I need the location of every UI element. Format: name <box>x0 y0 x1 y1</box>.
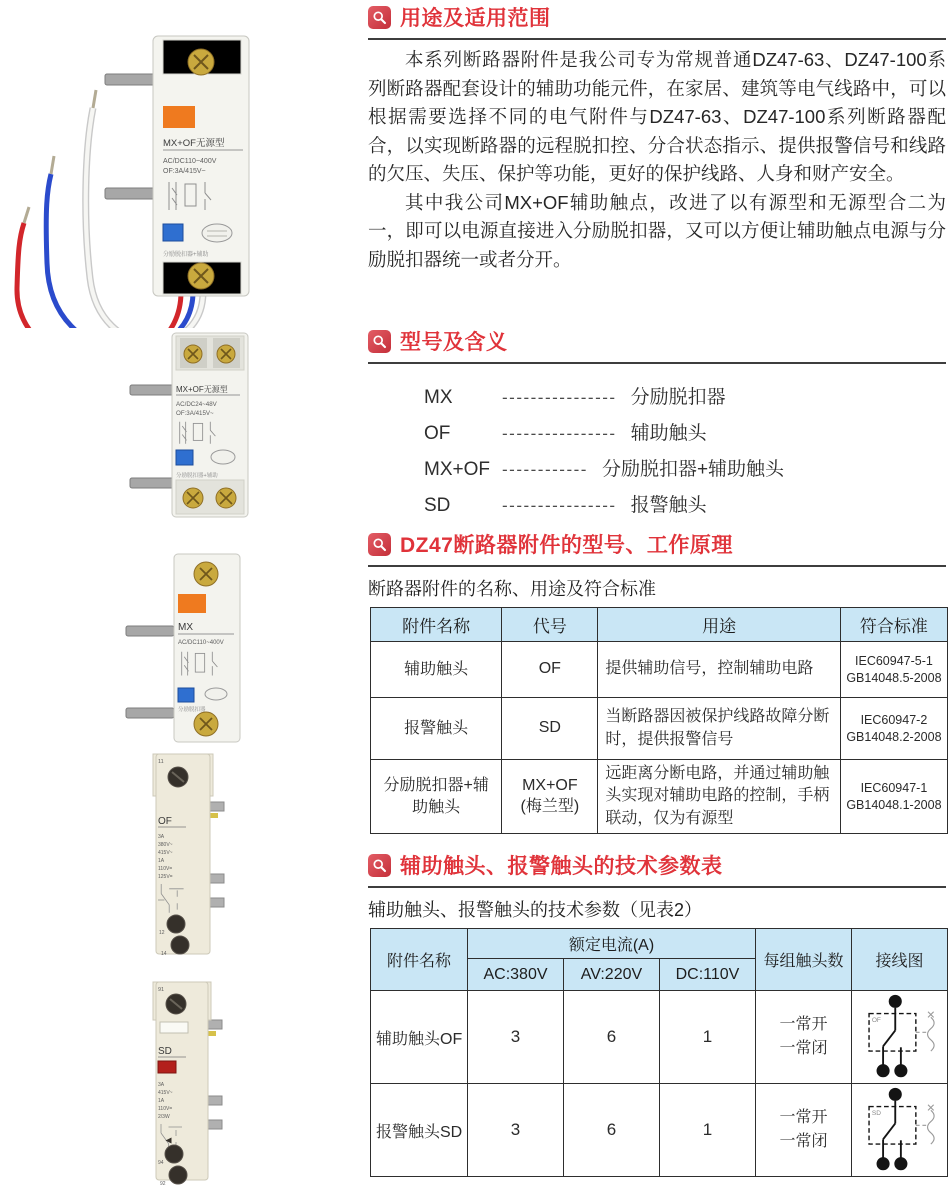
section-models-header <box>368 326 946 364</box>
svg-text:380V~: 380V~ <box>158 842 173 848</box>
svg-text:OF: OF <box>872 1017 882 1025</box>
brand-badge <box>205 688 227 700</box>
cell-wiring-diagram <box>851 991 947 1084</box>
screw-black <box>167 915 185 933</box>
product-photo-of <box>100 748 270 960</box>
model-item: OF ---------------- 辅助触头 <box>424 423 707 444</box>
svg-text:14: 14 <box>161 951 167 957</box>
table-row <box>371 642 948 698</box>
mounting-pin <box>130 478 174 488</box>
product-label: MX+OF无源型 <box>163 138 225 149</box>
svg-text:AC/DC24~48V: AC/DC24~48V <box>176 401 217 408</box>
svg-text:11: 11 <box>158 759 164 765</box>
mounting-pin <box>126 708 174 718</box>
col-header-code: 代号 <box>502 608 598 642</box>
cell-ac: 3 <box>468 991 564 1084</box>
svg-text:12: 12 <box>159 930 165 936</box>
brand-badge <box>202 224 232 242</box>
magnifier-icon <box>368 6 391 29</box>
screw-black <box>165 1145 183 1163</box>
product-photo-mx-of-with-wires <box>5 28 350 328</box>
product-label: SD <box>158 1046 172 1057</box>
paragraph-2: 其中我公司MX+OF辅助触点，改进了以有源型和无源型合二为一，即可以电源直接进入分励脱扣器，又可以方便让辅助触点电源与分励脱扣器统一或者分开。 <box>368 191 946 270</box>
cell-name: 辅助触头OF <box>371 991 468 1084</box>
product-photo-mx <box>110 550 315 746</box>
svg-text:92: 92 <box>160 1181 166 1186</box>
svg-text:1A: 1A <box>158 1098 165 1104</box>
orange-sticker <box>163 106 195 128</box>
cell-dc: 1 <box>659 991 755 1084</box>
svg-text:3A: 3A <box>158 834 165 840</box>
mounting-pin <box>130 385 174 395</box>
mounting-pin <box>126 626 174 636</box>
svg-text:415V~: 415V~ <box>158 1090 173 1096</box>
brand-badge <box>211 450 235 464</box>
wiring-diagram-sd <box>855 1086 943 1174</box>
table1-caption: 断路器附件的名称、用途及符合标准 <box>368 579 656 599</box>
cell-av: 6 <box>563 991 659 1084</box>
cell-dc: 1 <box>659 1084 755 1177</box>
svg-text:91: 91 <box>158 987 165 993</box>
magnifier-icon <box>368 533 391 556</box>
svg-text:1A: 1A <box>158 858 165 864</box>
cell-use: 提供辅助信号，控制辅助电路 <box>598 642 841 698</box>
wiring-diagram-of <box>855 993 943 1081</box>
cell-contacts: 一常开 一常闭 <box>755 1084 851 1177</box>
table-row <box>371 698 948 760</box>
cell-standard: IEC60947-5-1 GB14048.5-2008 <box>840 642 947 698</box>
cell-wiring-diagram <box>851 1084 947 1177</box>
svg-text:110V=: 110V= <box>158 1106 173 1112</box>
cell-use: 当断路器因被保护线路故障分断时，提供报警信号 <box>598 698 841 760</box>
mounting-pin <box>105 74 157 85</box>
col-header-dc110: DC:110V <box>659 959 755 991</box>
svg-text:OF:3A/415V~: OF:3A/415V~ <box>176 410 214 417</box>
cell-name: 报警触头 <box>371 698 502 760</box>
table-row <box>371 991 948 1084</box>
section-params-header <box>368 850 946 888</box>
svg-text:3A: 3A <box>158 1082 165 1088</box>
product-label: MX <box>178 622 193 633</box>
section-title-working: DZ47断路器附件的型号、工作原理 <box>400 534 733 557</box>
cell-name: 报警触头SD <box>371 1084 468 1177</box>
col-header-wiring: 接线图 <box>851 929 947 991</box>
col-header-use: 用途 <box>598 608 841 642</box>
model-item: MX+OF ------------ 分励脱扣器+辅助触头 <box>424 459 785 480</box>
screw-black <box>169 1166 187 1184</box>
product-photo-sd <box>100 976 270 1186</box>
svg-text:OF:3A/415V~: OF:3A/415V~ <box>163 168 206 175</box>
cell-use: 远距离分断电路，并通过辅助触头实现对辅助电路的控制，手柄联动，仅为有源型 <box>598 760 841 834</box>
col-header-av220: AV:220V <box>563 959 659 991</box>
blue-button <box>178 688 194 702</box>
divider <box>368 565 946 567</box>
blue-button <box>176 450 193 465</box>
content-column <box>368 0 946 1186</box>
model-meaning-list <box>368 382 946 526</box>
section-title-models: 型号及含义 <box>400 331 508 354</box>
accessories-table <box>370 607 948 834</box>
purpose-paragraphs <box>368 46 946 274</box>
table-row <box>371 1084 948 1177</box>
product-label: MX+OF无源型 <box>176 385 228 394</box>
svg-text:94: 94 <box>158 1160 164 1166</box>
svg-text:分励脱扣器+辅助: 分励脱扣器+辅助 <box>176 473 218 479</box>
col-header-name: 附件名称 <box>371 929 468 991</box>
slot <box>160 1022 188 1033</box>
col-header-rated-current: 额定电流(A) <box>468 929 756 959</box>
svg-text:SD: SD <box>872 1110 882 1118</box>
svg-text:2/3W: 2/3W <box>158 1114 170 1120</box>
divider <box>368 362 946 364</box>
section-purpose-header <box>368 2 946 40</box>
paragraph-1: 本系列断路器附件是我公司专为常规普通DZ47-63、DZ47-100系列断路器配套设计的辅助功能元件，在家居、建筑等电气线路中，可以根据需要选择不同的电气附件与DZ47-63、DZ47-100系列断路器配合，以实现断路器的远程脱扣控、分合状态指示、提供报警信号和线路的欠压、失压、保护等功能，更好的保护线路、人身和财产安全。 <box>368 49 946 184</box>
cell-standard: IEC60947-1 GB14048.1-2008 <box>840 760 947 834</box>
svg-text:分励脱扣器: 分励脱扣器 <box>178 707 206 713</box>
red-indicator <box>158 1061 176 1073</box>
svg-text:分励脱扣器+辅助: 分励脱扣器+辅助 <box>163 252 209 258</box>
table2-caption: 辅助触头、报警触头的技术参数（见表2） <box>368 900 703 920</box>
product-photo-mx-of <box>110 328 315 523</box>
parameters-table <box>370 928 948 1177</box>
cell-code: MX+OF (梅兰型) <box>502 760 598 834</box>
mounting-pin <box>105 188 157 199</box>
table-row <box>371 760 948 834</box>
svg-text:415V~: 415V~ <box>158 850 173 856</box>
cell-standard: IEC60947-2 GB14048.2-2008 <box>840 698 947 760</box>
col-header-contacts: 每组触头数 <box>755 929 851 991</box>
cell-name: 分励脱扣器+辅助触头 <box>371 760 502 834</box>
section-working-header <box>368 529 946 567</box>
cell-code: SD <box>502 698 598 760</box>
col-header-ac380: AC:380V <box>468 959 564 991</box>
cell-av: 6 <box>563 1084 659 1177</box>
col-header-name: 附件名称 <box>371 608 502 642</box>
blue-button <box>163 224 183 241</box>
cell-contacts: 一常开 一常闭 <box>755 991 851 1084</box>
orange-sticker <box>178 594 206 613</box>
magnifier-icon <box>368 330 391 353</box>
magnifier-icon <box>368 854 391 877</box>
svg-text:AC/DC110~400V: AC/DC110~400V <box>163 158 217 165</box>
divider <box>368 886 946 888</box>
svg-text:AC/DC110~400V: AC/DC110~400V <box>178 640 224 646</box>
cell-ac: 3 <box>468 1084 564 1177</box>
divider <box>368 38 946 40</box>
cell-code: OF <box>502 642 598 698</box>
section-title-params: 辅助触头、报警触头的技术参数表 <box>400 855 723 878</box>
svg-text:125V=: 125V= <box>158 874 173 880</box>
model-item: MX ---------------- 分励脱扣器 <box>424 387 726 408</box>
col-header-standard: 符合标准 <box>840 608 947 642</box>
model-item: SD ---------------- 报警触头 <box>424 495 707 516</box>
svg-text:110V=: 110V= <box>158 866 173 872</box>
screw-black <box>171 936 189 954</box>
cell-name: 辅助触头 <box>371 642 502 698</box>
product-label: OF <box>158 816 172 827</box>
wire-tip <box>93 90 96 108</box>
section-title-purpose: 用途及适用范围 <box>400 7 551 30</box>
